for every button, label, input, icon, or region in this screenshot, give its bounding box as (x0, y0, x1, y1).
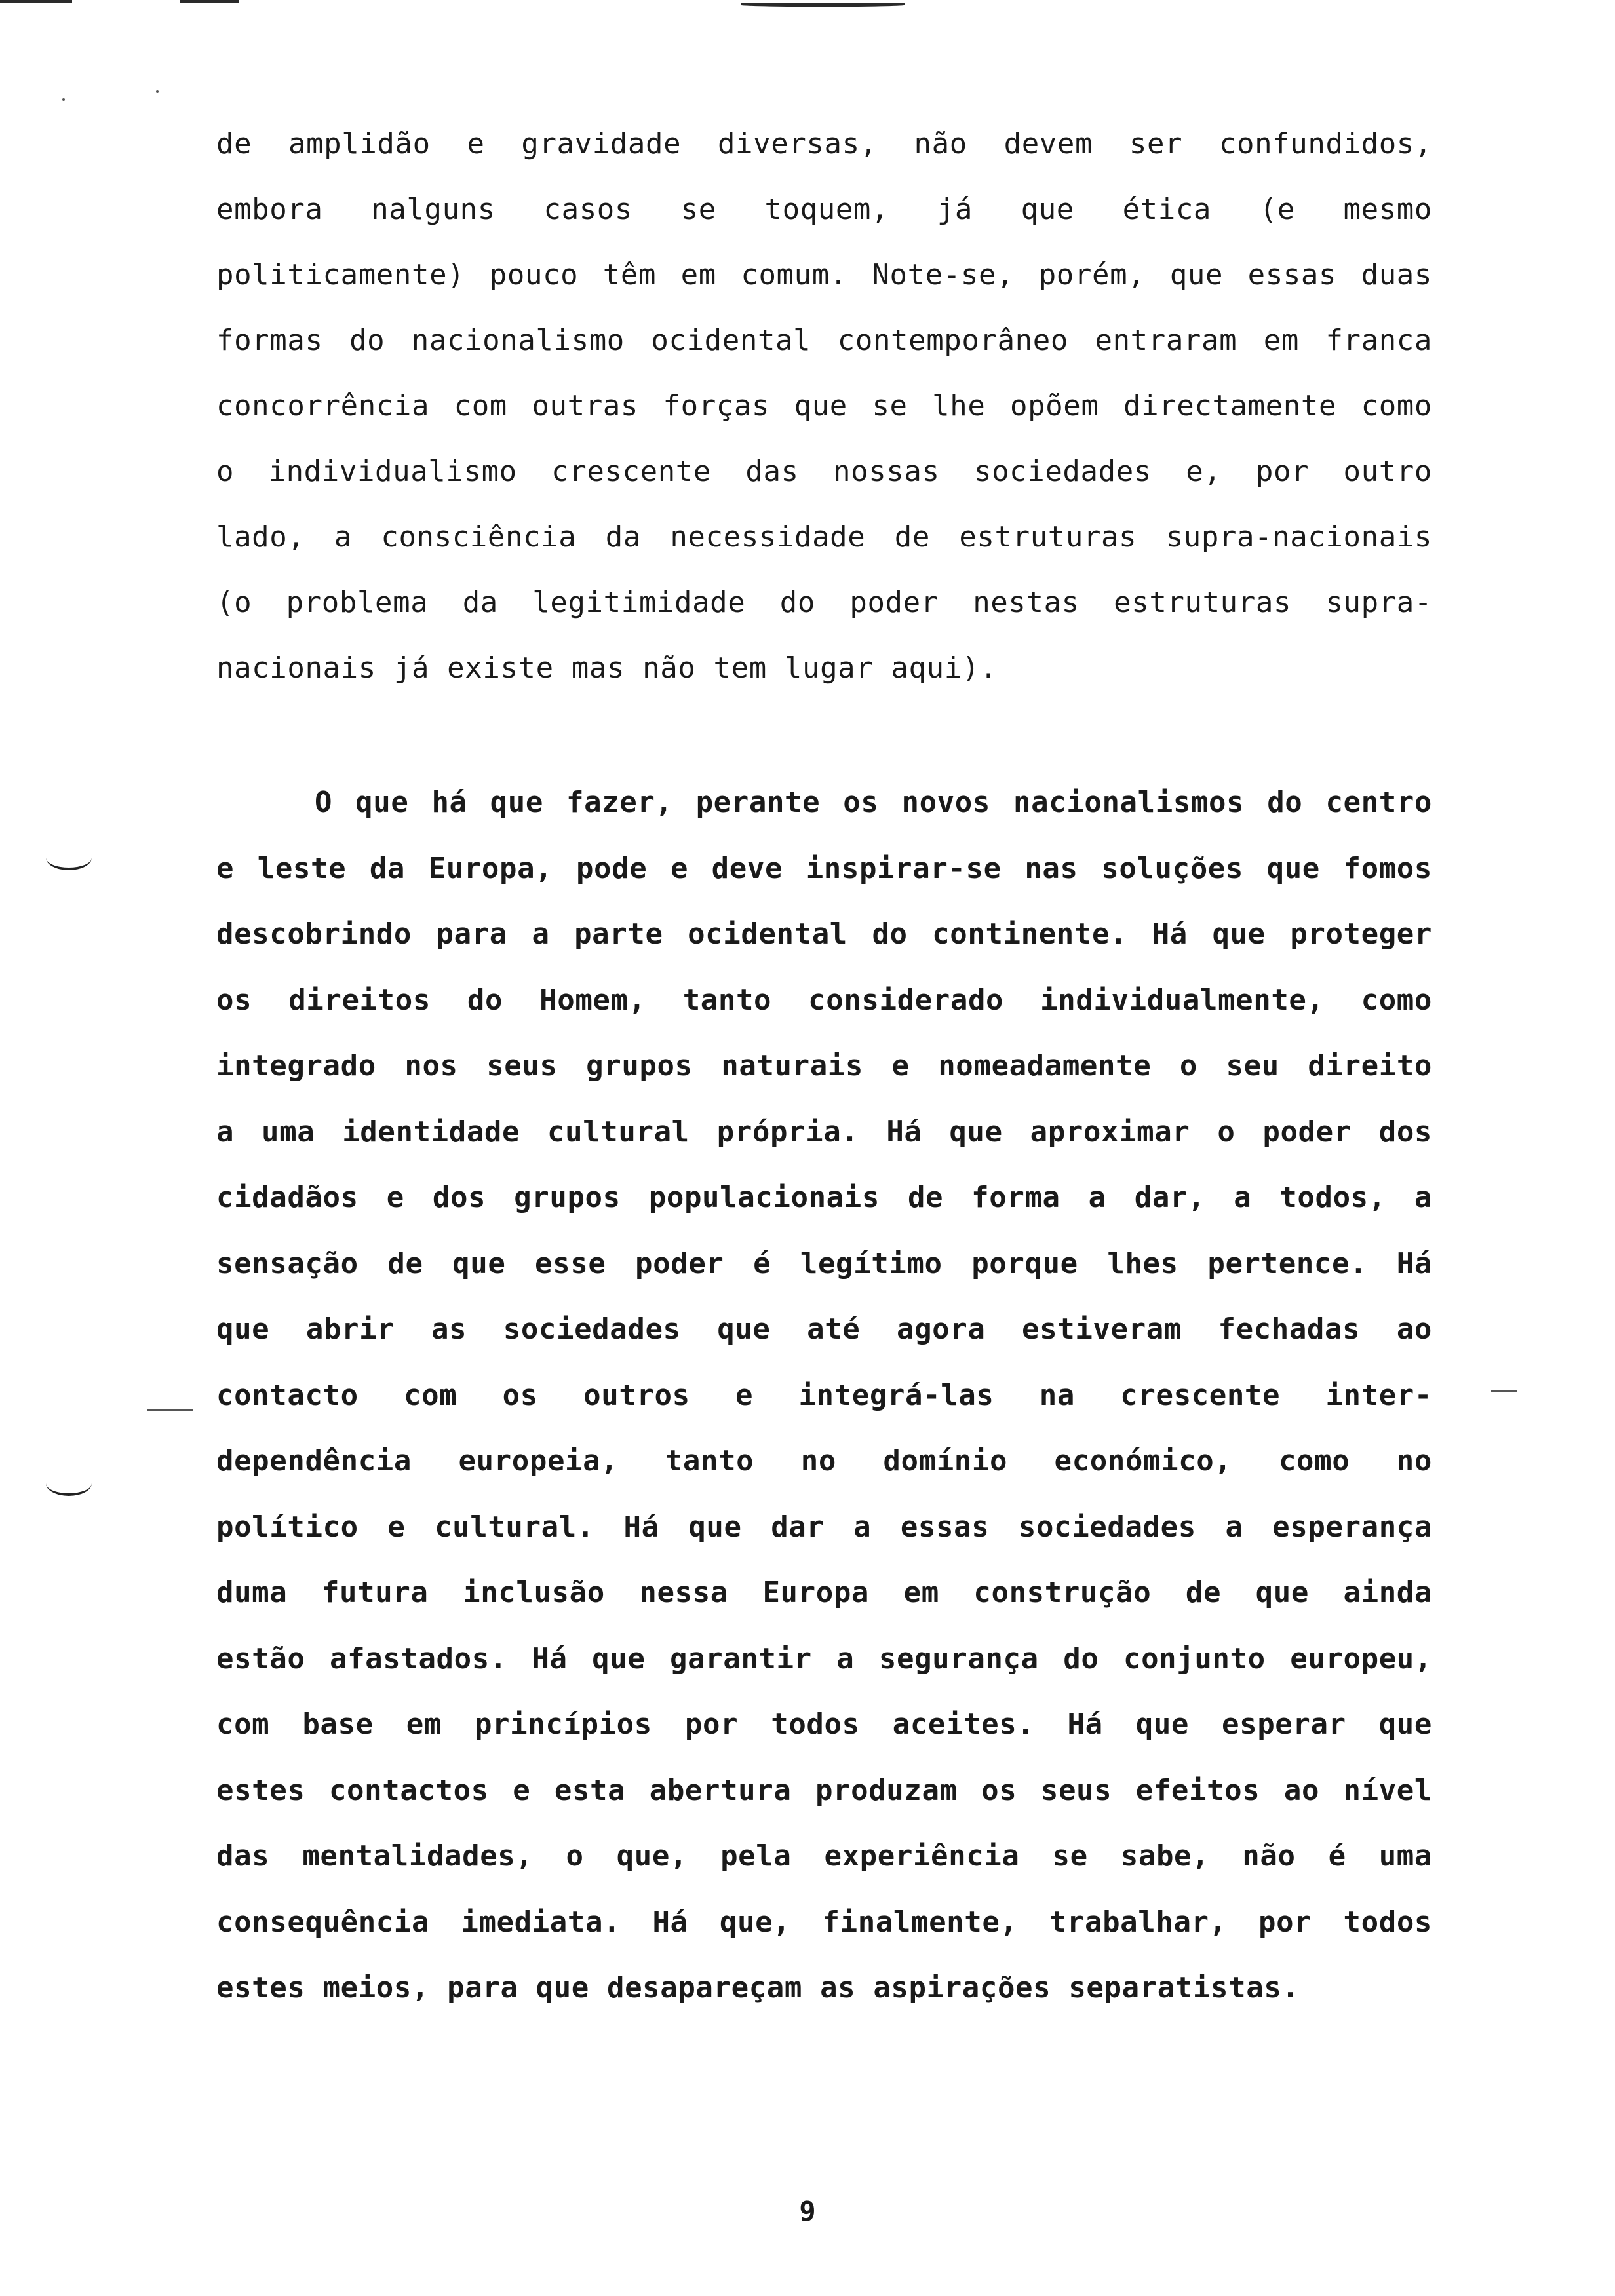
text-line: o individualismo crescente das nossas sociedades e, por outro (216, 455, 1432, 488)
paragraph-2 (216, 770, 1432, 2021)
scan-speck (62, 98, 65, 101)
text-line: contacto com os outros e integrá-las na crescente inter- (216, 1378, 1432, 1412)
text-line: (o problema da legitimidade do poder nestas estruturas supra- (216, 586, 1432, 619)
scan-speck (156, 90, 159, 93)
text-line: politicamente) pouco têm em comum. Note-se, porém, que essas duas (216, 258, 1432, 292)
text-line: concorrência com outras forças que se lhe opõem directamente como (216, 389, 1432, 423)
scan-edge-mark (0, 0, 72, 3)
margin-hole-mark (46, 1471, 92, 1496)
margin-dash-mark (147, 1409, 193, 1411)
text-line: que abrir as sociedades que até agora estiveram fechadas ao (216, 1312, 1432, 1346)
text-line: das mentalidades, o que, pela experiência se sabe, não é uma (216, 1839, 1432, 1873)
text-line: político e cultural. Há que dar a essas sociedades a esperança (216, 1510, 1432, 1544)
paragraph-1 (216, 111, 1432, 701)
text-line: e leste da Europa, pode e deve inspirar-se nas soluções que fomos (216, 851, 1432, 885)
text-line: estão afastados. Há que garantir a segurança do conjunto europeu, (216, 1641, 1432, 1675)
text-line: estes contactos e esta abertura produzam os seus efeitos ao nível (216, 1773, 1432, 1807)
scan-edge-mark (180, 0, 239, 3)
text-line: estes meios, para que desapareçam as aspirações separatistas. (216, 1971, 1300, 2004)
page-number: 9 (799, 2195, 816, 2227)
text-line: duma futura inclusão nessa Europa em construção de que ainda (216, 1576, 1432, 1609)
margin-dash-mark (1491, 1390, 1517, 1392)
text-line: formas do nacionalismo ocidental contemporâneo entraram em franca (216, 324, 1432, 357)
text-line: integrado nos seus grupos naturais e nomeadamente o seu direito (216, 1049, 1432, 1082)
text-line: sensação de que esse poder é legítimo porque lhes pertence. Há (216, 1246, 1432, 1280)
text-line: O que há que fazer, perante os novos nacionalismos do centro (315, 786, 1432, 819)
text-line: de amplidão e gravidade diversas, não devem ser confundidos, (216, 127, 1432, 161)
text-line: os direitos do Homem, tanto considerado individualmente, como (216, 983, 1432, 1017)
text-line: nacionais já existe mas não tem lugar aqui). (216, 651, 998, 685)
text-line: embora nalguns casos se toquem, já que ética (e mesmo (216, 193, 1432, 226)
text-line: consequência imediata. Há que, finalmente, trabalhar, por todos (216, 1905, 1432, 1939)
text-line: a uma identidade cultural própria. Há que aproximar o poder dos (216, 1115, 1432, 1149)
scan-edge-mark (741, 3, 905, 7)
text-line: descobrindo para a parte ocidental do continente. Há que proteger (216, 917, 1432, 951)
text-line: dependência europeia, tanto no domínio económico, como no (216, 1444, 1432, 1478)
text-line: cidadãos e dos grupos populacionais de forma a dar, a todos, a (216, 1181, 1432, 1214)
text-line: lado, a consciência da necessidade de estruturas supra-nacionais (216, 520, 1432, 554)
text-line: com base em princípios por todos aceites. Há que esperar que (216, 1708, 1432, 1741)
margin-hole-mark (46, 845, 92, 870)
